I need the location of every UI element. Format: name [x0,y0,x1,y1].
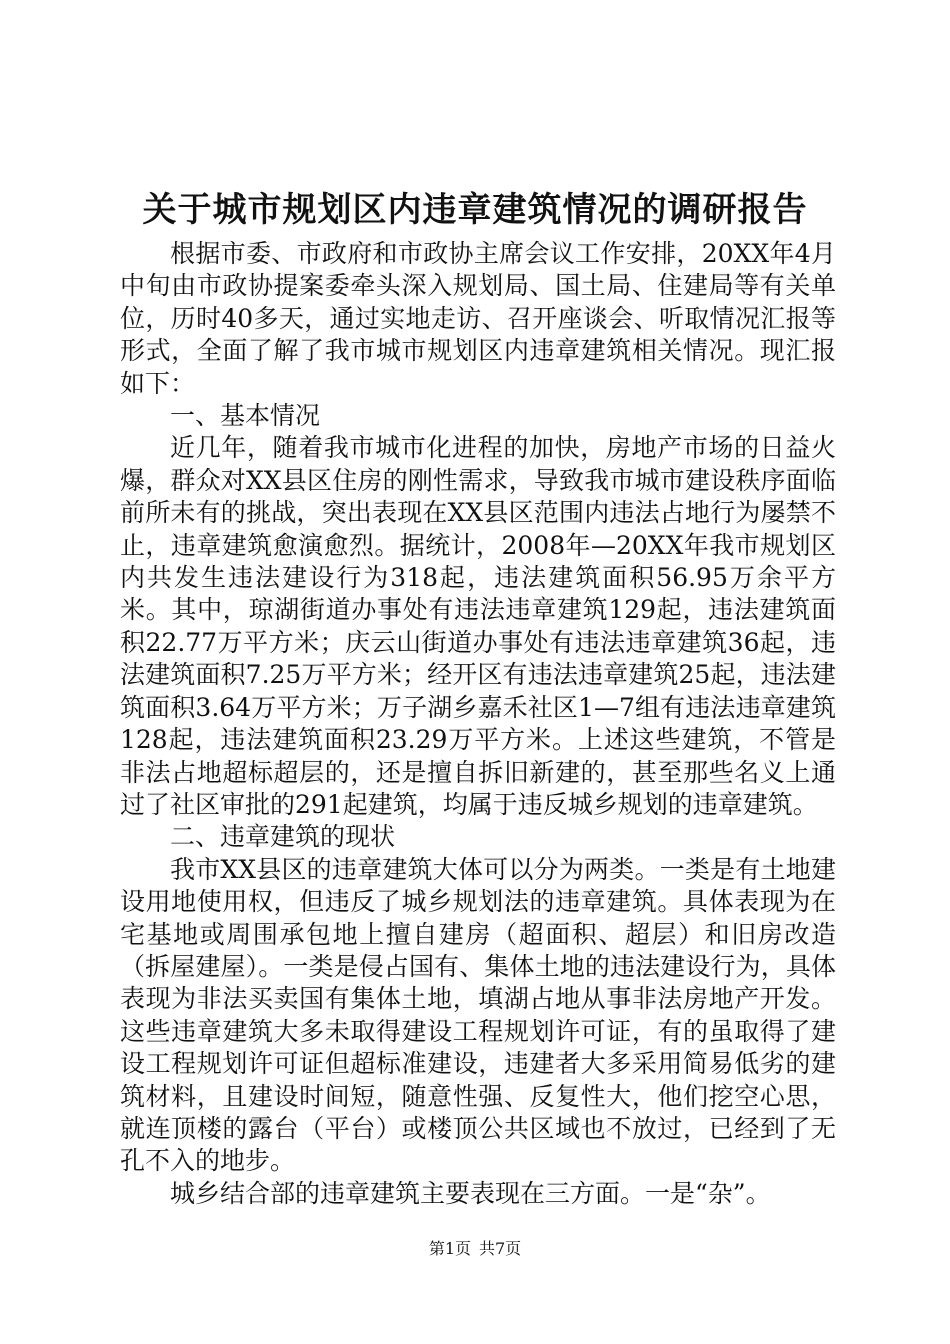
section-heading-basic-situation: 一、基本情况 [170,401,321,431]
page-number: 第1页 [428,1239,471,1258]
document-title: 关于城市规划区内违章建筑情况的调研报告 [142,190,808,230]
section-heading-current-status: 二、违章建筑的现状 [170,822,396,852]
page-footer [0,1238,950,1260]
urban-rural-paragraph: 城乡结合部的违章建筑主要表现在三方面。一是“杂”。 [170,1178,771,1208]
current-status-paragraph: 我市XX县区的违章建筑大体可以分为两类。一类是有土地建设用地使用权，但违反了城乡规划法的违章建筑。具体表现为在宅基地或周围承包地上擅自建房（超面积、超层）和旧房改造（拆屋建屋）。一类是侵占国有、集体土地的违法建设行为，具体表现为非法买卖国有集体土地，填湖占地从事非法房地产开发。这些违章建筑大多未取得建设工程规划许可证，有的虽取得了建设工程规划许可证但超标准建设，违建者大多采用简易低劣的建筑材料，且建设时间短，随意性强、反复性大，他们挖空心思，就连顶楼的露台（平台）或楼顶公共区域也不放过，已经到了无孔不入的地步。 [120,854,836,1176]
basic-situation-paragraph: 近几年，随着我市城市化进程的加快，房地产市场的日益火爆，群众对XX县区住房的刚性需求，导致我市城市建设秩序面临前所未有的挑战，突出表现在XX县区范围内违法占地行为屡禁不止，违章建筑愈演愈烈。据统计，2008年—20XX年我市规划区内共发生违法建设行为318起，违法建筑面积56.95万余平方米。其中，琼湖街道办事处有违法违章建筑129起，违法建筑面积22.77万平方米；庆云山街道办事处有违法违章建筑36起，违法建筑面积7.25万平方米；经开区有违法违章建筑25起，违法建筑面积3.64万平方米；万子湖乡嘉禾社区1—7组有违法违章建筑128起，违法建筑面积23.29万平方米。上述这些建筑，不管是非法占地超标超层的，还是擅自拆旧新建的，甚至那些名义上通过了社区审批的291起建筑，均属于违反城乡规划的违章建筑。 [120,433,836,819]
page-total: 共7页 [479,1239,522,1258]
document-body [120,238,836,1210]
intro-paragraph: 根据市委、市政府和市政协主席会议工作安排，20XX年4月中旬由市政协提案委牵头深入规划局、国土局、住建局等有关单位，历时40多天，通过实地走访、召开座谈会、听取情况汇报等形式，全面了解了我市城市规划区内违章建筑相关情况。现汇报如下： [120,239,836,398]
